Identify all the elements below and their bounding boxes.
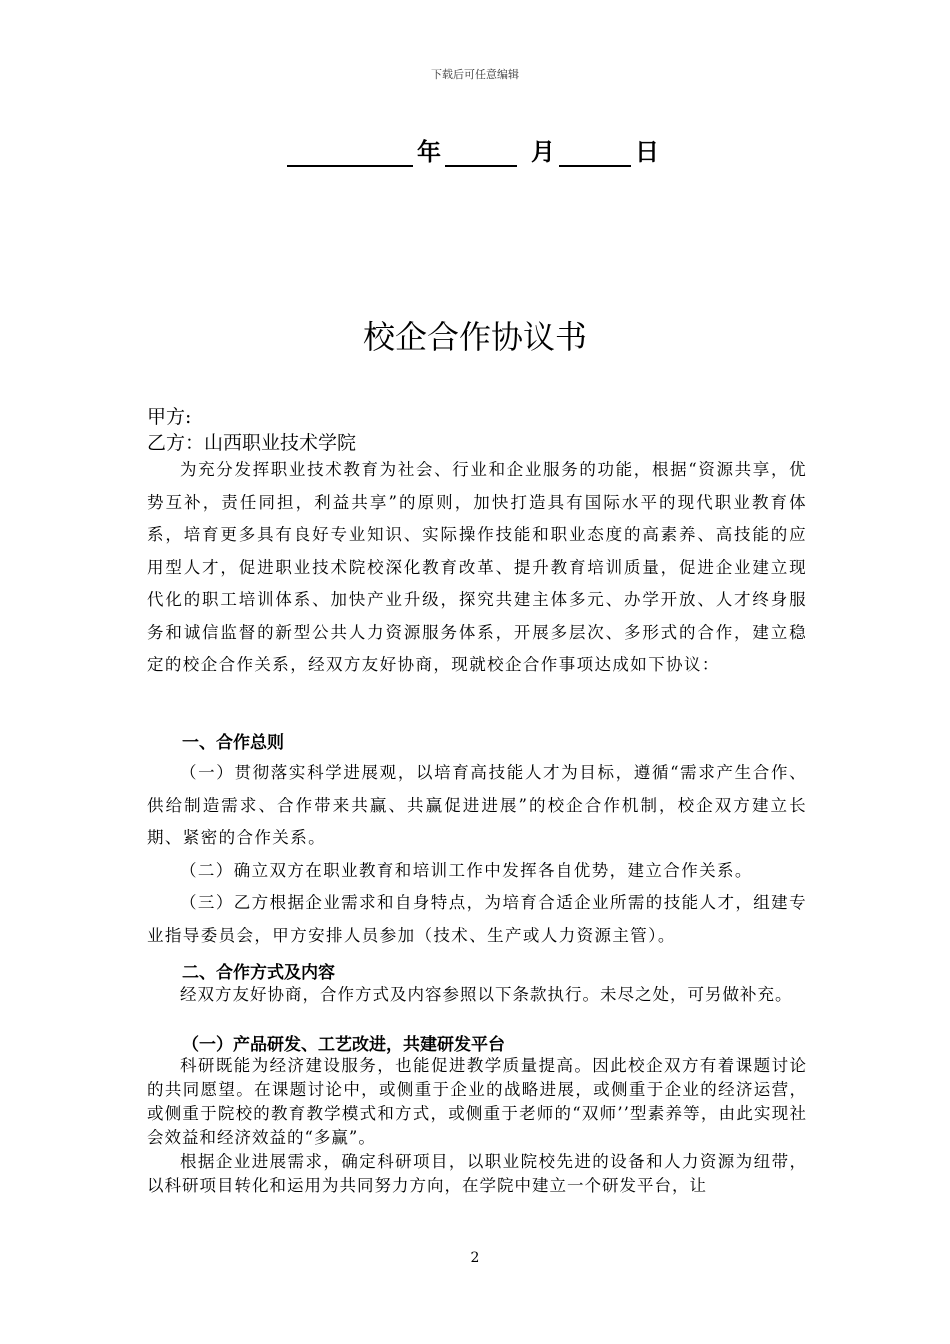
intro-block	[147, 454, 807, 682]
section1-item-1: （一）贯彻落实科学进展观，以培育高技能人才为目标，遵循“需求产生合作、供给制造需求、合作带来共赢、共赢促进进展”的校企合作机制，校企双方建立长期、紧密的合作关系。	[147, 763, 807, 847]
section2-heading: 二、合作方式及内容	[182, 963, 335, 983]
intro-paragraph: 为充分发挥职业技术教育为社会、行业和企业服务的功能，根据“资源共享，优势互补，责任同担，利益共享”的原则，加快打造具有国际水平的现代职业教育体系，培育更多具有良好专业知识、实际操作技能和职业态度的高素养、高技能的应用型人才，促进职业技术院校深化教育改革、提升教育培训质量，促进企业建立现代化的职工培训体系、加快产业升级，探究共建主体多元、办学开放、人才终身服务和诚信监督的新型公共人力资源服务体系，开展多层次、多形式的合作，建立稳定的校企合作关系，经双方友好协商，现就校企合作事项达成如下协议：	[147, 460, 807, 674]
section2-sub1-block	[147, 1054, 807, 1198]
header-note: 下载后可任意编辑	[431, 68, 519, 81]
month-blank	[445, 139, 517, 167]
year-blank	[287, 139, 413, 167]
section2-intro: 经双方友好协商，合作方式及内容参照以下条款执行。未尽之处，可另做补充。	[180, 985, 793, 1004]
page-number: 2	[470, 1250, 480, 1266]
parties	[147, 404, 356, 456]
party-b: 乙方：山西职业技术学院	[147, 432, 357, 454]
section1-item-3: （三）乙方根据企业需求和自身特点，为培育合适企业所需的技能人才，组建专业指导委员会，甲方安排人员参加（技术、生产或人力资源主管）。	[147, 893, 807, 945]
section1-items	[147, 757, 807, 952]
year-label: 年	[417, 138, 441, 166]
date-line	[0, 132, 950, 167]
day-blank	[559, 139, 631, 167]
document-title: 校企合作协议书	[362, 318, 587, 356]
section2-sub1-para2: 根据企业进展需求，确定科研项目，以职业院校先进的设备和人力资源为纽带，以科研项目转化和运用为共同努力方向，在学院中建立一个研发平台，让	[147, 1152, 807, 1195]
section2-sub1-para1: 科研既能为经济建设服务，也能促进教学质量提高。因此校企双方有着课题讨论的共同愿望。在课题讨论中，或侧重于企业的战略进展，或侧重于企业的经济运营，或侧重于院校的教育教学模式和方式，或侧重于老师的“双师’’型素养等，由此实现社会效益和经济效益的“多赢”。	[147, 1056, 807, 1147]
section1-heading: 一、合作总则	[182, 733, 284, 753]
party-a: 甲方:	[147, 406, 192, 428]
day-label: 日	[635, 138, 659, 166]
month-label: 月	[531, 138, 555, 166]
section1-item-2: （二）确立双方在职业教育和培训工作中发挥各自优势，建立合作关系。	[180, 860, 753, 880]
section2-intro-block	[147, 983, 807, 1007]
section2-sub1-heading: （一）产品研发、工艺改进，共建研发平台	[182, 1035, 505, 1055]
